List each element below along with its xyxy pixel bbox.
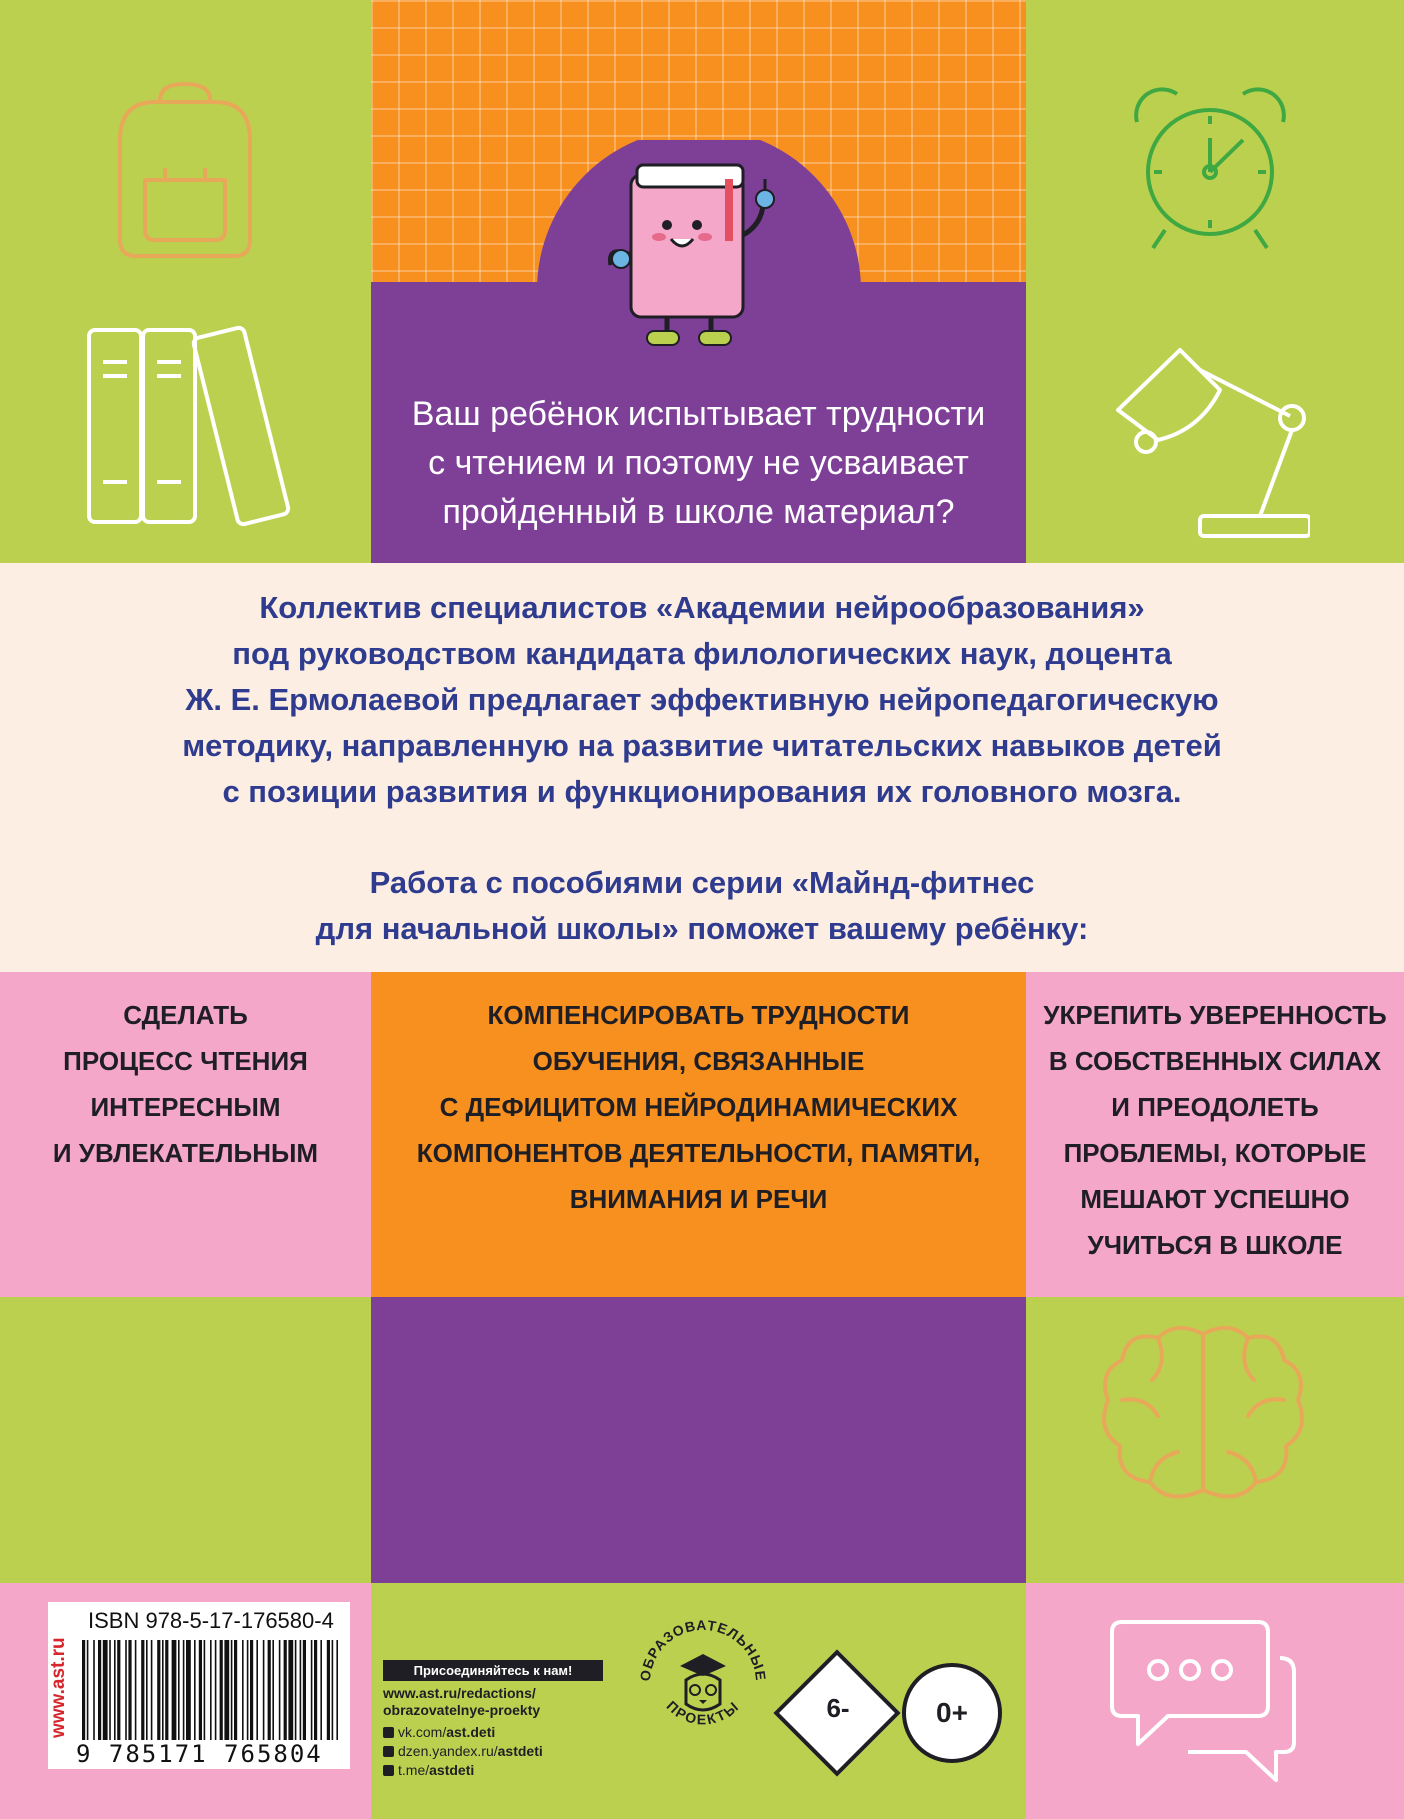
benefit-line: ВНИМАНИЯ И РЕЧИ: [569, 1184, 828, 1214]
barcode-bar: [157, 1640, 160, 1740]
barcode-bar: [125, 1640, 127, 1740]
barcode-bar: [172, 1640, 177, 1740]
benefit-compensate-difficulties: [371, 992, 1026, 1222]
benefit-line: И ПРЕОДОЛЕТЬ: [1111, 1092, 1319, 1122]
website-link[interactable]: www.ast.ru/redactions/: [383, 1685, 536, 1701]
barcode-bar: [303, 1640, 306, 1740]
stamp-top-text: ОБРАЗОВАТЕЛЬНЫЕ: [636, 1616, 770, 1683]
social-links: [383, 1660, 603, 1780]
barcode-bar: [300, 1640, 302, 1740]
barcode-bar: [234, 1640, 237, 1740]
barcode-bar: [146, 1640, 148, 1740]
barcode-bar: [93, 1640, 95, 1740]
backpack-icon: [110, 80, 260, 260]
barcode-bar: [311, 1640, 313, 1740]
mid-left-panel: [0, 1297, 371, 1583]
barcode-bars: [82, 1640, 344, 1740]
dzen-icon: [383, 1746, 394, 1757]
intro-line: методику, направленную на развитие читательских навыков детей: [182, 728, 1222, 763]
vk-handle: ast.deti: [446, 1724, 496, 1740]
barcode-bar: [263, 1640, 265, 1740]
barcode-bar: [194, 1640, 196, 1740]
barcode-bar: [186, 1640, 191, 1740]
benefit-line: С ДЕФИЦИТОМ НЕЙРОДИНАМИЧЕСКИХ: [439, 1092, 958, 1122]
barcode-bar: [103, 1640, 108, 1740]
benefit-line: УКРЕПИТЬ УВЕРЕННОСТЬ: [1043, 1000, 1387, 1030]
barcode-bar: [114, 1640, 116, 1740]
question-line: пройденный в школе материал?: [442, 493, 955, 531]
benefit-line: ОБУЧЕНИЯ, СВЯЗАННЫЕ: [532, 1046, 865, 1076]
benefit-line: СДЕЛАТЬ: [123, 1000, 248, 1030]
tg-prefix: t.me/: [398, 1762, 430, 1778]
join-banner: Присоединяйтесь к нам!: [383, 1660, 603, 1681]
barcode-bar: [336, 1640, 338, 1740]
barcode-bar: [141, 1640, 144, 1740]
barcode-bar: [268, 1640, 271, 1740]
barcode-bar: [210, 1640, 212, 1740]
question-line: с чтением и поэтому не усваивает: [428, 444, 969, 482]
barcode-bar: [82, 1640, 85, 1740]
ean-digits: 9 785171 765804: [76, 1740, 323, 1768]
age-rating-0: 0+: [902, 1663, 1002, 1763]
vk-icon: [383, 1727, 394, 1738]
barcode-bar: [87, 1640, 89, 1740]
barcode-bar: [320, 1640, 322, 1740]
benefit-line: ПРОЦЕСС ЧТЕНИЯ: [63, 1046, 308, 1076]
mid-center-panel: [371, 1297, 1026, 1583]
barcode-bar: [295, 1640, 297, 1740]
isbn-number: ISBN 978-5-17-176580-4: [88, 1608, 334, 1633]
intro-line: под руководством кандидата филологических наук, доцента: [232, 636, 1172, 671]
intro-line: с позиции развития и функционирования их головного мозга.: [222, 774, 1182, 809]
barcode-bar: [250, 1640, 253, 1740]
benefit-line: УЧИТЬСЯ В ШКОЛЕ: [1087, 1230, 1343, 1260]
barcode-bar: [215, 1640, 217, 1740]
barcode-bar: [204, 1640, 206, 1740]
barcode-bar: [162, 1640, 164, 1740]
intro-line: Ж. Е. Ермолаевой предлагает эффективную нейропедагогическую: [185, 682, 1219, 717]
intro-paragraph: [60, 585, 1344, 815]
chat-bubble-icon: [1108, 1618, 1298, 1788]
barcode-bar: [242, 1640, 244, 1740]
vk-prefix: vk.com/: [398, 1724, 447, 1740]
intro-line: Коллектив специалистов «Академии нейрообразования»: [259, 590, 1145, 625]
dzen-prefix: dzen.yandex.ru/: [398, 1743, 498, 1759]
dzen-handle: astdeti: [497, 1743, 543, 1759]
telegram-icon: [383, 1765, 394, 1776]
publisher-site: www.ast.ru: [48, 1637, 69, 1738]
benefit-line: КОМПОНЕНТОВ ДЕЯТЕЛЬНОСТИ, ПАМЯТИ,: [416, 1138, 981, 1168]
barcode-bar: [332, 1640, 334, 1740]
barcode-bar: [314, 1640, 317, 1740]
barcode-bar: [224, 1640, 229, 1740]
tg-handle: astdeti: [429, 1762, 475, 1778]
books-icon: [85, 322, 305, 527]
benefit-line: И УВЛЕКАТЕЛЬНЫМ: [52, 1138, 319, 1168]
barcode-bar: [327, 1640, 330, 1740]
vk-link[interactable]: [383, 1723, 603, 1742]
benefit-confidence: [1026, 992, 1404, 1268]
barcode-bar: [117, 1640, 120, 1740]
question-line: Ваш ребёнок испытывает трудности: [411, 395, 986, 433]
barcode-bar: [288, 1640, 293, 1740]
benefit-line: В СОБСТВЕННЫХ СИЛАХ: [1048, 1046, 1382, 1076]
barcode-bar: [199, 1640, 202, 1740]
series-line: Работа с пособиями серии «Майнд-фитнес: [369, 865, 1035, 900]
barcode-bar: [165, 1640, 168, 1740]
barcode-bar: [109, 1640, 111, 1740]
benefit-line: КОМПЕНСИРОВАТЬ ТРУДНОСТИ: [487, 1000, 910, 1030]
dzen-link[interactable]: [383, 1742, 603, 1761]
series-line: для начальной школы» поможет вашему ребёнку:: [315, 911, 1089, 946]
barcode-bar: [279, 1640, 281, 1740]
barcode-bar: [135, 1640, 137, 1740]
barcode-bar: [284, 1640, 287, 1740]
desk-lamp-icon: [1110, 330, 1310, 540]
barcode-bar: [231, 1640, 233, 1740]
barcode-bar: [178, 1640, 180, 1740]
graduate-cat-icon: [628, 1608, 778, 1758]
brain-icon: [1098, 1320, 1308, 1505]
benefit-line: ИНТЕРЕСНЫМ: [90, 1092, 281, 1122]
barcode-bar: [128, 1640, 131, 1740]
benefit-line: ПРОБЛЕМЫ, КОТОРЫЕ: [1063, 1138, 1367, 1168]
barcode-bar: [256, 1640, 258, 1740]
book-mascot-icon: [371, 140, 1026, 370]
alarm-clock-icon: [1125, 80, 1295, 255]
age-rating-6: 6-: [826, 1693, 850, 1723]
barcode-bar: [151, 1640, 153, 1740]
telegram-link[interactable]: [383, 1761, 603, 1780]
benefit-reading-interest: [0, 992, 371, 1176]
benefit-line: МЕШАЮТ УСПЕШНО: [1080, 1184, 1350, 1214]
barcode-bar: [247, 1640, 249, 1740]
barcode-bar: [220, 1640, 223, 1740]
barcode-bar: [98, 1640, 101, 1740]
barcode-bar: [183, 1640, 185, 1740]
headline-question: [371, 390, 1026, 537]
stamp-bottom-text: ПРОЕКТЫ: [663, 1697, 743, 1728]
series-paragraph: [60, 860, 1344, 952]
website-link-cont[interactable]: obrazovatelnye-proekty: [383, 1702, 541, 1718]
barcode-bar: [272, 1640, 274, 1740]
